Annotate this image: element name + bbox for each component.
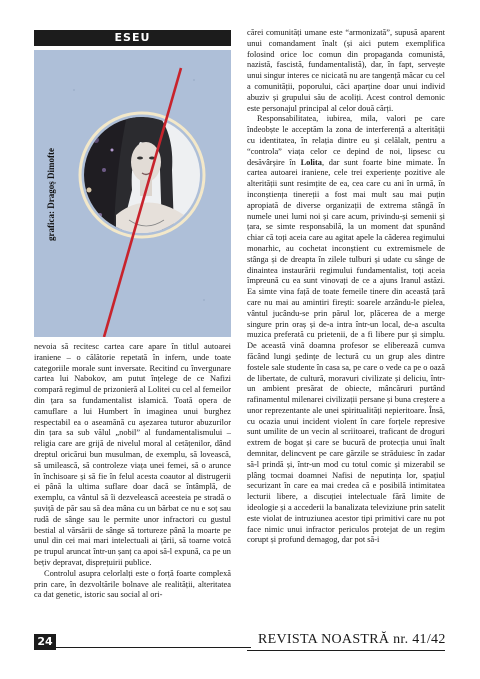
footer-rule	[56, 647, 251, 648]
paragraph	[247, 114, 445, 546]
paragraph: Controlul asupra celorlalți este o forță foarte complexă prin care, în dezvoltările bolnave ale realității, alteritatea ca dat genetic, istoric sau social al ori-	[34, 568, 231, 600]
paragraph: nevoia să recitesc cartea care apare în titlul autoarei iraniene – o călătorie repetată în infern, unde toate categoriile morale sunt inversate. Recitind cu învergunare cartea lui Nabokov, am putut înțelege de ce Nafizi compară regimul de prizonieră al Lolitei cu cel al femeilor din țara sa fundamentalist islamică. Toată opera de camuflare a lui Humbert în imaginea unui burghez respectabil ea o aseamănă cu așezarea tuturor abuzurilor din țara sa sub vălul „nobil” al fundamentalismului – religia care are grijă de nivelul moral al cetățenilor, dând dreptul oricărui bun musulman, de exemplu, să lovească, să umilească, să controleze viața unei femei, să o arunce în închisoare și să fie în felul acesta coautor al distrugerii ei până la ultima suflare doar dacă se întâmplă, de exemplu, ca vântul să îi dezvelească aceesteia pe stradă o șuviță de păr sau să dea mâna cu un bărbat ce nu e soț sau rudă de sânge sau le permite unor infractori cu gustul bestial al vărsării de sânge să tortureze până la moarte pe unul din cei mai mari intelectuali ai țării, să toarne votcă pe trupul aruncat într-un șanț ca apoi să-l expună, ca pe un bețiv depravat, disprețuirii publice.	[34, 342, 231, 567]
book-title: Lolita	[300, 157, 322, 167]
text-run: Responsabilitatea, iubirea, mila, valori pe care îndeobște le acceptăm la zona de interferență a alterității cu identitatea, în relația dintre eu și celălalt, pentru a “controla” viața celor ce depind de noi, lipsesc cu desăvârșire în	[247, 114, 445, 167]
magazine-title: REVISTA NOASTRĂ nr. 41/42	[258, 632, 446, 647]
page-number: 24	[34, 634, 56, 650]
paragraph: cărei comunități umane este “armonizată”, supusă aparent unui comandament înalt (și aici putem exemplifica folosind orice loc comun din propaganda comunistă, nazistă, fascistă, fundamentalistă), dar, în fapt, servește unui singur interes ce nicicată nu are tangență măcar cu cel a comunității, poporului, căci aparține doar unui individ abuziv și grupului său de acoliți. Acest control demonic este personajul principal al celor două cărți.	[247, 28, 445, 113]
footer-rule	[247, 650, 445, 651]
illustration	[34, 50, 231, 337]
collage-graphic	[34, 50, 231, 337]
section-header: ESEU	[34, 30, 231, 46]
left-column	[34, 342, 231, 601]
right-column	[247, 28, 445, 546]
text-run: , dar sunt foarte bine mimate. În cartea autoarei iraniene, cele trei experiențe pozitive ale alterității sunt resimțite de ea, cea care cu ani în urmă, în inconștiența tinereții a fost mai mult sau mai puțin apropiată de diverse organizații de extrema stângă în numele unei lumi noi și care acum, privindu-și semenii și țara, se simte responsabilă, la un moment dat spunând chiar că toți aceia care au agitat apele la căderea regimului monarhic, au cochetat inconștient cu extremismele de stânga și de dreapta în zilele tulburi și udate cu sânge de dinaintea instaurării regimului fundamentalist, toți aceia împreună cu ea sunt vinovați de ce a ajuns Iranul astăzi. Ea simte vina față de toate femeile tinere din această țară care nu mai au amintiri firești: soarele arzându-le pielea, vântul jucându-se prin părul lor, plăcerea de a merge singure prin oraș și de-a intra într-un local, de-a asculta muzica preferată cu prietenii, de a fi libere pur și simplu. De această vină doamna profesor se eliberează cumva făcând lungi ședințe de lectură cu un grup ales dintre fostele sale studente în casa sa, pe care o vede ca pe o oază de libertate, de cultură, moravuri civilizate și deliciu, într-un ambient presărat de obiecte, mâncăruri purtând rafinamentul milenarei civilizații persane și buna creștere a unor reprezentante ale unei spiritualități nepieritoare. Însă, cu ocazia unui incident violent în care forțele represive sunt umilite de un vecin al scriitoarei, traficant de droguri extrem de bogat și care se bucură de protecția unui înalt demnitar, delincvent pe care gărzile se străduiesc în zadar să-l prindă și, într-un mod cu totul comic și mizerabil se plâng tocmai doamnei Nafisi de neputința lor, spațiul securizant în care ea mai credea că e posibilă intimitatea lecturii libere, a discuției intelectuale fără limite de ideologie și a accederii la banalizata televiziune prin satelit este violat de intruziunea acestor tipi primitivi care nu pot face nimic unui infractor periculos protejat de un regim corupt și profund demagog, dar pot să-i	[247, 157, 446, 545]
illustration-credit: grafica: Dragoș Dimofte	[46, 148, 56, 241]
